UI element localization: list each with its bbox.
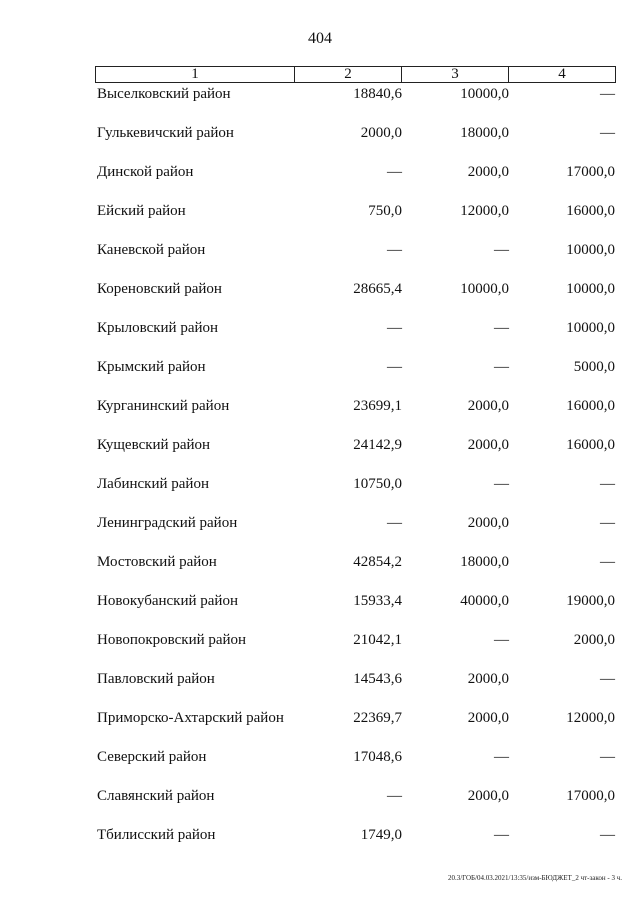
- value-col-3: —: [494, 242, 509, 258]
- region-name: Кореновский район: [97, 281, 222, 297]
- table-row: [0, 747, 640, 767]
- table-row: [0, 84, 640, 104]
- value-col-3: —: [494, 476, 509, 492]
- value-col-2: 14543,6: [353, 671, 402, 687]
- header-col-1: 1: [96, 67, 295, 82]
- value-col-2: 24142,9: [353, 437, 402, 453]
- region-name: Северский район: [97, 749, 207, 765]
- value-col-2: 42854,2: [353, 554, 402, 570]
- table-row: [0, 786, 640, 806]
- table-row: [0, 318, 640, 338]
- value-col-2: 750,0: [368, 203, 402, 219]
- value-col-2: —: [387, 320, 402, 336]
- value-col-2: —: [387, 359, 402, 375]
- table-row: [0, 552, 640, 572]
- region-name: Лабинский район: [97, 476, 209, 492]
- region-name: Ленинградский район: [97, 515, 238, 531]
- header-col-3: 3: [402, 67, 509, 82]
- region-name: Гулькевичский район: [97, 125, 234, 141]
- region-name: Приморско-Ахтарский район: [97, 710, 284, 726]
- value-col-2: 17048,6: [353, 749, 402, 765]
- value-col-4: 10000,0: [566, 320, 615, 336]
- value-col-2: 15933,4: [353, 593, 402, 609]
- value-col-3: 10000,0: [460, 281, 509, 297]
- region-name: Тбилисский район: [97, 827, 216, 843]
- table-row: [0, 825, 640, 845]
- table-row: [0, 357, 640, 377]
- table-row: [0, 396, 640, 416]
- value-col-4: 16000,0: [566, 398, 615, 414]
- header-col-4: 4: [558, 66, 566, 82]
- table-row: [0, 123, 640, 143]
- value-col-4: —: [600, 86, 615, 102]
- region-name: Курганинский район: [97, 398, 230, 414]
- value-col-2: —: [387, 164, 402, 180]
- table-row: [0, 708, 640, 728]
- value-col-4: —: [600, 125, 615, 141]
- value-col-3: 12000,0: [460, 203, 509, 219]
- value-col-3: 10000,0: [460, 86, 509, 102]
- table-row: [0, 591, 640, 611]
- region-name: Новокубанский район: [97, 593, 238, 609]
- value-col-4: 12000,0: [566, 710, 615, 726]
- value-col-4: 10000,0: [566, 242, 615, 258]
- value-col-2: —: [387, 242, 402, 258]
- region-name: Ейский район: [97, 203, 186, 219]
- value-col-4: 16000,0: [566, 437, 615, 453]
- value-col-2: 10750,0: [353, 476, 402, 492]
- value-col-4: 19000,0: [566, 593, 615, 609]
- value-col-3: 18000,0: [460, 554, 509, 570]
- region-name: Павловский район: [97, 671, 215, 687]
- value-col-4: —: [600, 515, 615, 531]
- table-row: [0, 162, 640, 182]
- value-col-4: 16000,0: [566, 203, 615, 219]
- table-row: [0, 474, 640, 494]
- value-col-3: 40000,0: [460, 593, 509, 609]
- value-col-4: —: [600, 671, 615, 687]
- table-row: [0, 630, 640, 650]
- region-name: Динской район: [97, 164, 194, 180]
- value-col-2: 28665,4: [353, 281, 402, 297]
- region-name: Выселковский район: [97, 86, 231, 102]
- table-row: [0, 513, 640, 533]
- value-col-2: 1749,0: [360, 827, 402, 843]
- value-col-4: 17000,0: [566, 788, 615, 804]
- value-col-3: 18000,0: [460, 125, 509, 141]
- value-col-2: —: [387, 515, 402, 531]
- region-name: Крыловский район: [97, 320, 219, 336]
- region-name: Каневской район: [97, 242, 206, 258]
- region-name: Мостовский район: [97, 554, 217, 570]
- value-col-3: —: [494, 320, 509, 336]
- table-row: [0, 240, 640, 260]
- value-col-3: 2000,0: [467, 671, 509, 687]
- value-col-2: 18840,6: [353, 86, 402, 102]
- header-col-2: 2: [295, 67, 402, 82]
- region-name: Кущевский район: [97, 437, 211, 453]
- region-name: Крымский район: [97, 359, 206, 375]
- value-col-3: 2000,0: [467, 710, 509, 726]
- value-col-4: —: [600, 476, 615, 492]
- value-col-4: 5000,0: [573, 359, 615, 375]
- value-col-4: 17000,0: [566, 164, 615, 180]
- value-col-4: 10000,0: [566, 281, 615, 297]
- value-col-3: 2000,0: [467, 788, 509, 804]
- value-col-3: 2000,0: [467, 398, 509, 414]
- value-col-4: —: [600, 827, 615, 843]
- table-row: [0, 279, 640, 299]
- footer-code: 20.3/ГОБ/04.03.2021/13:35/изм-БЮДЖЕТ_2 чт-закон - 3 ч.: [447, 874, 622, 882]
- value-col-4: —: [600, 749, 615, 765]
- value-col-3: —: [494, 632, 509, 648]
- value-col-3: 2000,0: [467, 515, 509, 531]
- page-number: 404: [308, 30, 332, 47]
- value-col-3: —: [494, 749, 509, 765]
- value-col-3: —: [494, 827, 509, 843]
- value-col-2: 21042,1: [353, 632, 402, 648]
- value-col-3: 2000,0: [467, 437, 509, 453]
- value-col-3: 2000,0: [467, 164, 509, 180]
- table-row: [0, 201, 640, 221]
- value-col-3: —: [494, 359, 509, 375]
- value-col-2: 22369,7: [353, 710, 402, 726]
- table-header: [95, 66, 616, 83]
- table-row: [0, 669, 640, 689]
- value-col-4: —: [600, 554, 615, 570]
- value-col-2: 23699,1: [353, 398, 402, 414]
- value-col-2: 2000,0: [360, 125, 402, 141]
- value-col-2: —: [387, 788, 402, 804]
- region-name: Новопокровский район: [97, 632, 247, 648]
- table-row: [0, 435, 640, 455]
- region-name: Славянский район: [97, 788, 215, 804]
- value-col-4: 2000,0: [573, 632, 615, 648]
